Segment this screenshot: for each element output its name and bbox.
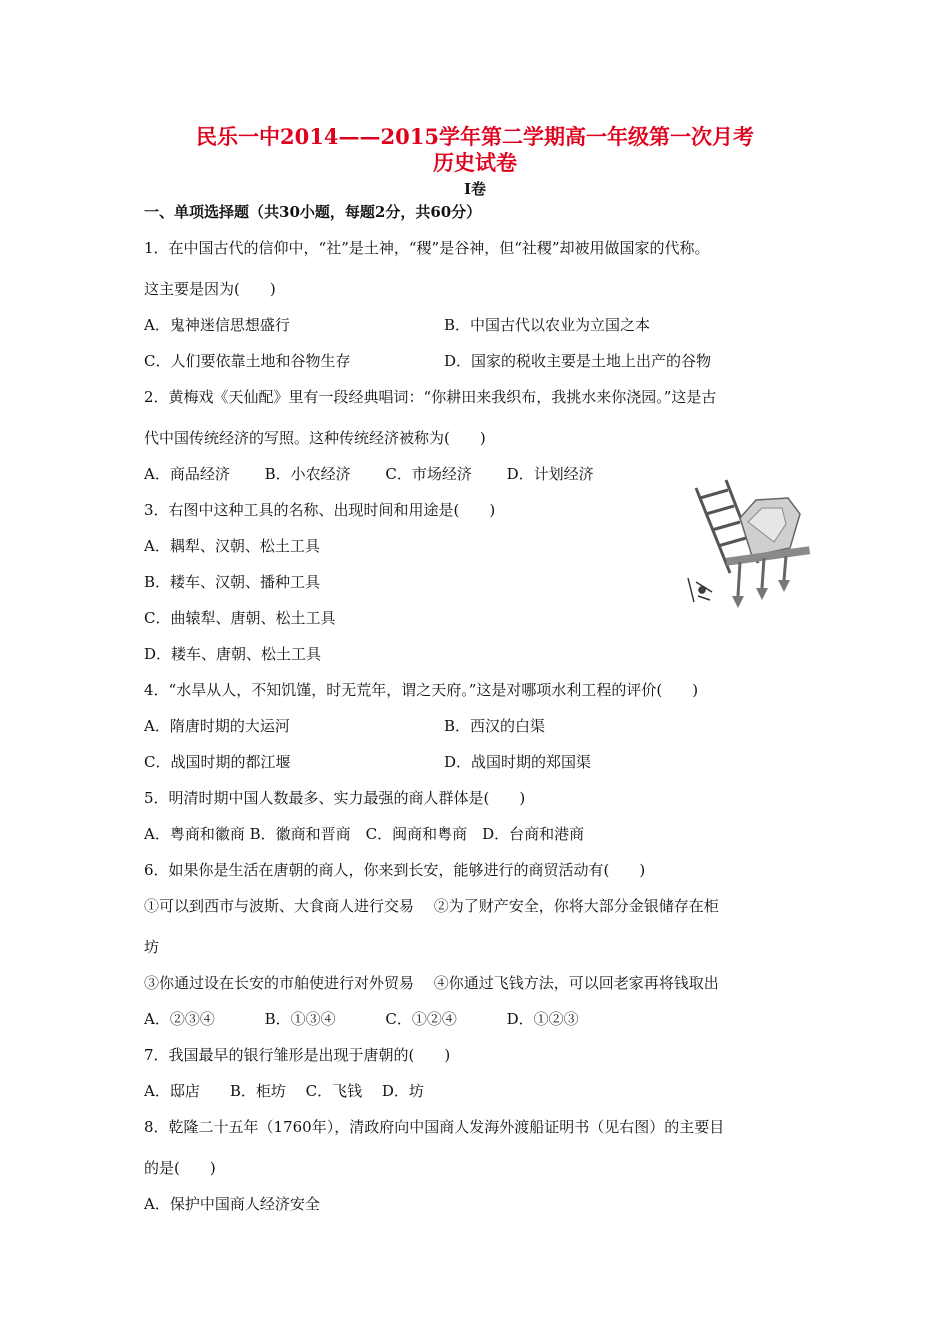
q4-option-a: A．隋唐时期的大运河 — [144, 717, 290, 735]
q4-option-b: B．西汉的白渠 — [444, 717, 546, 735]
q3-option-d: D．耧车、唐朝、松土工具 — [144, 645, 322, 663]
q4-option-c: C．战国时期的都江堰 — [144, 753, 291, 771]
q5-stem: 5．明清时期中国人数最多、实力最强的商人群体是( ) — [144, 789, 526, 807]
q8-option-a: A．保护中国商人经济安全 — [144, 1195, 320, 1213]
q2-stem-line1: 2．黄梅戏《天仙配》里有一段经典唱词：“你耕田来我织布，我挑水来你浇园。”这是古 — [144, 388, 717, 406]
q1-option-d: D．国家的税收主要是土地上出产的谷物 — [444, 352, 712, 370]
q6-item-2: ③你通过设在长安的市舶使进行对外贸易 ④你通过飞钱方法，可以回老家再将钱取出 — [144, 974, 719, 992]
q7-stem: 7．我国最早的银行雏形是出现于唐朝的( ) — [144, 1046, 451, 1064]
q8-stem-line1: 8．乾隆二十五年（1760年），清政府向中国商人发海外渡船证明书（见右图）的主要目 — [144, 1118, 725, 1136]
q4-stem: 4．“水旱从人，不知饥馑，时无荒年，谓之天府。”这是对哪项水利工程的评价( ) — [144, 681, 699, 699]
q3-option-c: C．曲辕犁、唐朝、松土工具 — [144, 609, 336, 627]
q1-option-a: A．鬼神迷信思想盛行 — [144, 316, 290, 334]
exam-title: 民乐一中2014——2015学年第二学期高一年级第一次月考 — [196, 124, 754, 149]
q2-stem-line2: 代中国传统经济的写照。这种传统经济被称为( ) — [144, 429, 486, 447]
q6-options: A．②③④ B．①③④ C．①②④ D．①②③ — [144, 1010, 579, 1028]
volume-label: Ⅰ卷 — [463, 180, 487, 198]
q6-item-1: ①可以到西市与波斯、大食商人进行交易 ②为了财产安全，你将大部分金银储存在柜 — [144, 897, 719, 915]
q4-option-d: D．战国时期的郑国渠 — [444, 753, 592, 771]
q8-stem-line2: 的是( ) — [144, 1159, 216, 1177]
q6-item-1-cont: 坊 — [144, 938, 160, 956]
q3-option-b: B．耧车、汉朝、播种工具 — [144, 573, 321, 591]
q5-options: A．粤商和徽商 B．徽商和晋商 C．闽商和粤商 D．台商和港商 — [144, 825, 585, 843]
q1-option-b: B．中国古代以农业为立国之本 — [444, 316, 651, 334]
q3-stem: 3．右图中这种工具的名称、出现时间和用途是( ) — [144, 501, 496, 519]
q1-option-c: C．人们要依靠土地和谷物生存 — [144, 352, 351, 370]
section-heading: 一、单项选择题（共30小题，每题2分，共60分） — [144, 203, 482, 221]
exam-subject: 历史试卷 — [433, 150, 517, 175]
q6-stem: 6．如果你是生活在唐朝的商人，你来到长安，能够进行的商贸活动有( ) — [144, 861, 646, 879]
q3-option-a: A．耦犁、汉朝、松土工具 — [144, 537, 320, 555]
q7-options: A．邸店 B．柜坊 C．飞钱 D．坊 — [144, 1082, 424, 1100]
seed-drill-image — [678, 478, 818, 618]
q1-stem-line1: 1．在中国古代的信仰中，“社”是土神，“稷”是谷神，但“社稷”却被用做国家的代称。 — [144, 239, 710, 257]
q1-stem-line2: 这主要是因为( ) — [144, 280, 276, 298]
q2-options: A．商品经济 B．小农经济 C．市场经济 D．计划经济 — [144, 465, 594, 483]
